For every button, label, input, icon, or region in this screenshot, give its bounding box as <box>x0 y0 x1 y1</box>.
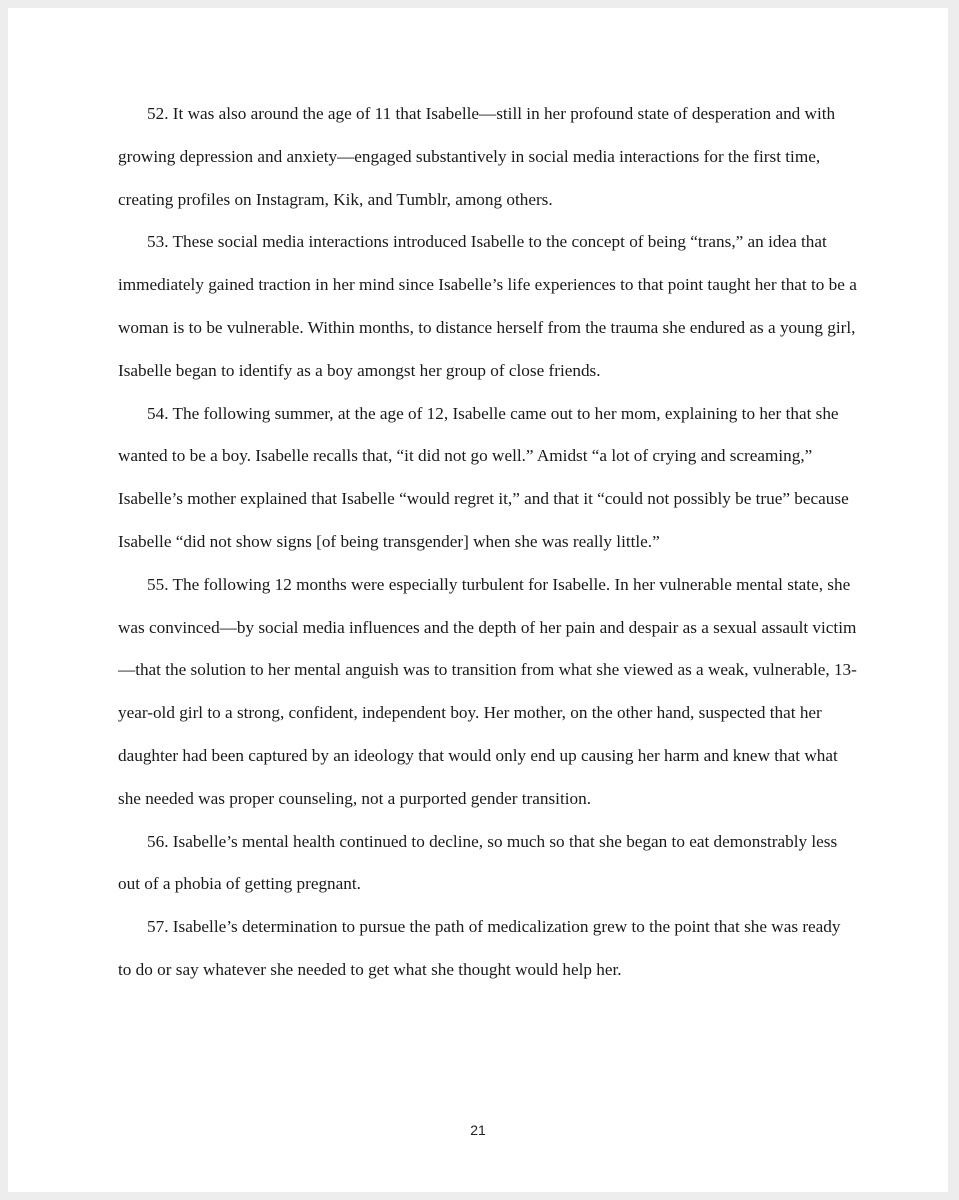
paragraph-57: 57. Isabelle’s determination to pursue the path of medicalization grew to the point that she was ready to do or say whatever she needed to get what she thought would help her. <box>118 917 841 979</box>
paragraph-52: 52. It was also around the age of 11 that Isabelle—still in her profound state of desperation and with growing depression and anxiety—engaged substantively in social media interactions for the first time, creating profiles on Instagram, Kik, and Tumblr, among others. <box>118 104 836 209</box>
paragraph-56: 56. Isabelle’s mental health continued to decline, so much so that she began to eat demonstrably less out of a phobia of getting pregnant. <box>118 831 838 894</box>
document-body <box>118 93 858 992</box>
paragraph-54: 54. The following summer, at the age of 12, Isabelle came out to her mom, explaining to her that she wanted to be a boy. Isabelle recalls that, “it did not go well.” Amidst “a lot of crying and screaming,” Isabelle’s mother explained that Isabelle “would regret it,” and that it “could not possibly be true” because Isabelle “did not show signs [of being transgender] when she was really little.” <box>118 403 849 551</box>
paragraph-55: 55. The following 12 months were especially turbulent for Isabelle. In her vulnerable mental state, she was convinced—by social media influences and the depth of her pain and despair as a sexual assault victim—that the solution to her mental anguish was to transition from what she viewed as a weak, vulnerable, 13-year-old girl to a strong, confident, independent boy. Her mother, on the other hand, suspected that her daughter had been captured by an ideology that would only end up causing her harm and knew that what she needed was proper counseling, not a purported gender transition. <box>118 574 857 808</box>
document-page <box>8 8 948 1192</box>
paragraph-53: 53. These social media interactions introduced Isabelle to the concept of being “trans,” an idea that immediately gained traction in her mind since Isabelle’s life experiences to that point taught her that to be a woman is to be vulnerable. Within months, to distance herself from the trauma she endured as a young girl, Isabelle began to identify as a boy amongst her group of close friends. <box>118 232 857 380</box>
page-number: 21 <box>470 1122 486 1138</box>
